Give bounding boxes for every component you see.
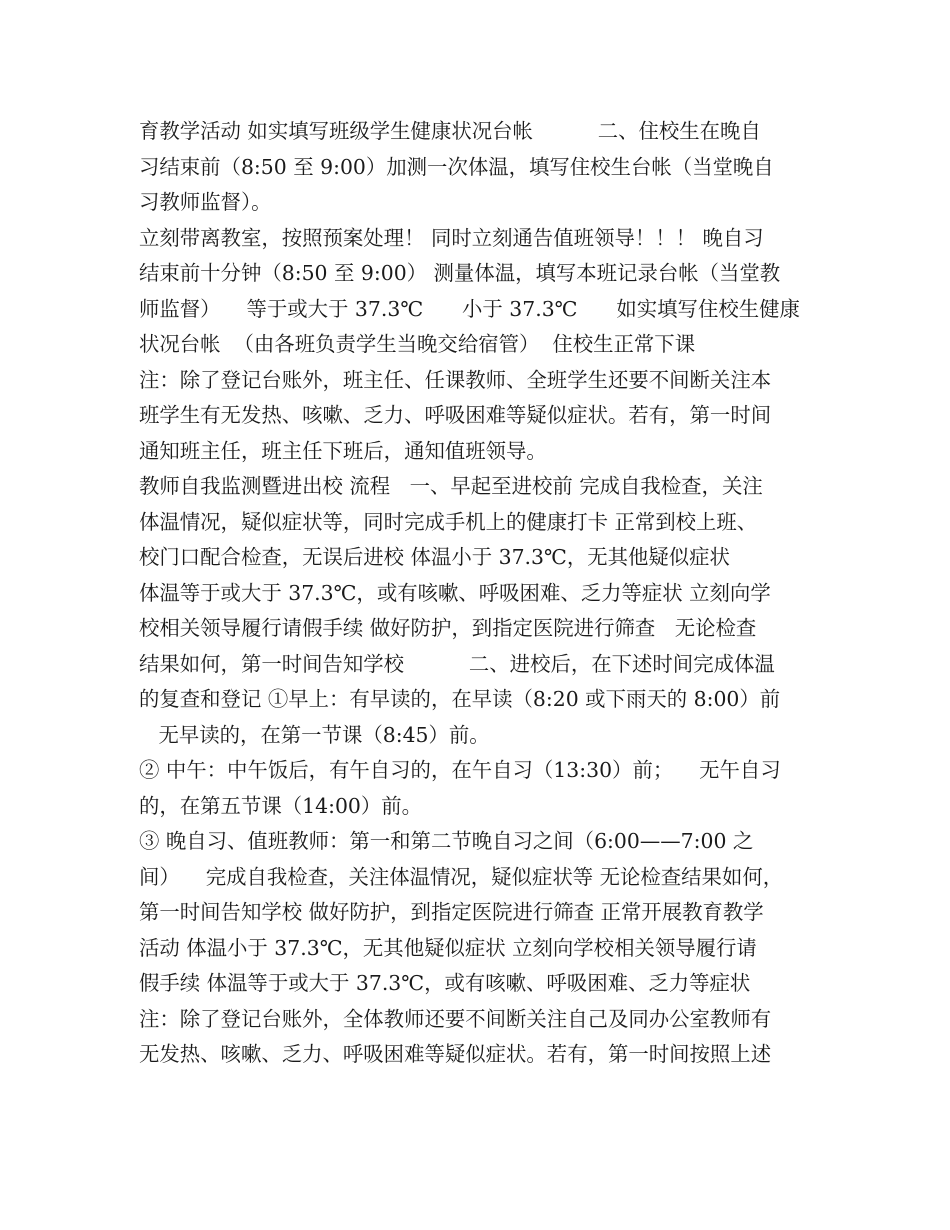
text-line: 结果如何，第一时间告知学校 二、进校后，在下述时间完成体温	[139, 651, 775, 676]
text-line: 第一时间告知学校 做好防护，到指定医院进行筛查 正常开展教育教学	[139, 900, 764, 924]
text-line: 假手续 体温等于或大于 37.3℃，或有咳嗽、呼吸困难、乏力等症状	[139, 971, 751, 995]
text-line: 师监督） 等于或大于 37.3℃ 小于 37.3℃ 如实填写住校生健康	[139, 296, 800, 321]
text-line: 立刻带离教室，按照预案处理！ 同时立刻通告值班领导！！！ 晚自习	[139, 225, 764, 250]
text-line: 结束前十分钟（8:50 至 9:00） 测量体温，填写本班记录台帐（当堂教	[139, 261, 781, 285]
text-line: 习教师监督）。	[139, 190, 272, 214]
text-line: 注：除了登记台账外，班主任、任课教师、全班学生还要不间断关注本	[139, 367, 772, 392]
text-line: ③ 晚自习、值班教师：第一和第二节晚自习之间（6:00——7:00 之	[139, 829, 754, 853]
text-line: 无早读的，在第一节课（8:45）前。	[139, 722, 490, 747]
text-line: 校相关领导履行请假手续 做好防护，到指定医院进行筛查 无论检查	[139, 616, 757, 640]
text-line: 的，在第五节课（14:00）前。	[139, 793, 423, 818]
text-line: 的复查和登记 ①早上：有早读的，在早读（8:20 或下雨天的 8:00）前	[139, 687, 781, 711]
text-line: 校门口配合检查，无误后进校 体温小于 37.3℃，无其他疑似症状	[139, 545, 730, 569]
document-body-text	[139, 114, 819, 1073]
text-line: 教师自我监测暨进出校 流程 一、早起至进校前 完成自我检查，关注	[139, 474, 763, 498]
text-line: 无发热、咳嗽、乏力、呼吸困难等疑似症状。若有，第一时间按照上述	[139, 1042, 772, 1066]
text-line: 育教学活动 如实填写班级学生健康状况台帐 二、住校生在晚自	[139, 119, 761, 143]
text-line: 体温等于或大于 37.3℃，或有咳嗽、呼吸困难、乏力等症状 立刻向学	[139, 580, 771, 605]
text-line: 状况台帐 （由各班负责学生当晚交给宿管） 住校生正常下课	[139, 332, 696, 356]
text-line: 习结束前（8:50 至 9:00）加测一次体温，填写住校生台帐（当堂晚自	[139, 154, 774, 179]
text-line: 注：除了登记台账外，全体教师还要不间断关注自己及同办公室教师有	[139, 1006, 772, 1031]
text-line: 体温情况，疑似症状等，同时完成手机上的健康打卡 正常到校上班、	[139, 509, 758, 534]
text-line: 班学生有无发热、咳嗽、乏力、呼吸困难等疑似症状。若有，第一时间	[139, 403, 772, 427]
text-line: 间） 完成自我检查，关注体温情况，疑似症状等 无论检查结果如何，	[139, 864, 784, 889]
text-line: 活动 体温小于 37.3℃，无其他疑似症状 立刻向学校相关领导履行请	[139, 935, 757, 960]
text-line: 通知班主任，班主任下班后，通知值班领导。	[139, 438, 547, 463]
text-line: ② 中午：中午饭后，有午自习的，在午自习（13:30）前； 无午自习	[139, 758, 781, 782]
